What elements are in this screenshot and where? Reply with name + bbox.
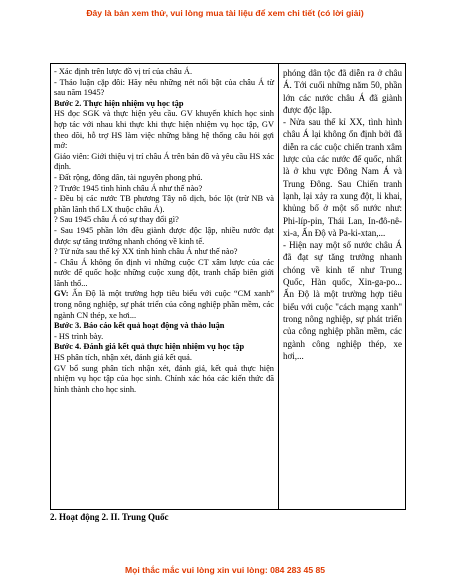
step-heading: Bước 2. Thực hiện nhiệm vụ học tập (54, 98, 184, 108)
step-heading: Bước 4. Đánh giá kết quả thực hiện nhiệm vụ học tập (54, 342, 245, 352)
left-paragraph: HS phân tích, nhận xét, đánh giá kết quả. (54, 353, 192, 363)
question-line: ? Trước 1945 tình hình châu Á như thế nào? (54, 183, 203, 193)
left-paragraph: HS đọc SGK và thực hiện yêu cầu. GV khuyến khích học sinh hợp tác với nhau khi thực khi thực hiện nhiệm vụ học tập, GV theo dõi, hỗ trợ HS làm việc những bằng hệ thống câu hỏi gợi mở: (54, 109, 274, 151)
left-paragraph: - Đất rộng, đông dân, tài nguyên phong phú. (54, 172, 203, 182)
right-paragraph: - Hiện nay một số nước châu Á đã đạt sự tăng trưởng nhanh chóng về kinh tế như Trung Quốc, Hàn quốc, Xin-ga-po... Ấn Độ là một trường hợp tiêu biểu với cuộc "cách mạng xanh" trong nông nghiệp, sự phát triển của công nghiệp phần mềm, các ngành công nghiệp thép, xe hơi,... (283, 240, 402, 361)
teacher-note: GV: Ấn Độ là một trường hợp tiêu biểu với cuộc “CM xanh” trong nông nghiệp, sự phát triển của công nghiệp phần mềm, các ngành CN thép, xe hơi... (54, 289, 274, 320)
left-paragraph: Giáo viên: Giới thiệu vị trí châu Á trên bản đồ và yêu cầu HS xác định. (54, 151, 274, 172)
question-line: ? Sau 1945 châu Á có sự thay đổi gì? (54, 215, 179, 225)
left-paragraph: - Thảo luận cặp đôi: Hãy nêu những nét nổi bật của châu Á từ sau năm 1945? (54, 77, 274, 98)
right-paragraph: - Nửa sau thế kỉ XX, tình hình châu Á lại không ổn định bởi đã diễn ra các cuộc chiến tranh xâm lược của các nước đế quốc, nhất là ở khu vực Đông Nam Á và Trung Đông. Sau Chiến tranh lạnh, lại xảy ra xung đột, li khai, khủng bố ở một số nước như: Phi-líp-pin, Thái Lan, In-đô-nê-xi-a, Ấn Độ và Pa-ki-xtan,... (283, 117, 402, 238)
left-paragraph: - HS trình bày. (54, 331, 104, 341)
question-line: ? Từ nửa sau thế kỷ XX tình hình châu Á như thế nào? (54, 247, 238, 257)
right-paragraph: phóng dân tộc đã diễn ra ở châu Á. Tới cuối những năm 50, phần lớn các nước châu Á đã giành được độc lập. (283, 68, 402, 115)
left-paragraph: - Châu Á không ổn định vì những cuộc CT xâm lược của các nước đế quốc hoặc những cuộc xung đột, tranh chấp biên giới lãnh thổ... (54, 257, 274, 288)
left-paragraph: - Đều bị các nước TB phương Tây nô dịch, bóc lột (trừ NB và phần lãnh thổ LX thuộc châu Á). (54, 194, 274, 214)
step-heading: Bước 3. Báo cáo kết quả hoạt động và thảo luận (54, 321, 225, 331)
left-paragraph: - Sau 1945 phần lớn đều giành được độc lập, nhiều nước đạt được sự tăng trưởng nhanh chóng về kinh tế. (54, 225, 274, 246)
section-heading: 2. Hoạt động 2. II. Trung Quốc (50, 512, 169, 522)
content-column (279, 64, 405, 509)
left-paragraph: - Xác định trên lược đồ vị trí của châu Á. (54, 67, 193, 76)
lead-label: GV: (54, 289, 69, 299)
lesson-table (50, 63, 406, 510)
teacher-activity-column (51, 64, 279, 509)
preview-banner: Đây là bản xem thử, vui lòng mua tài liệu để xem chi tiết (có lời giải) (86, 8, 364, 18)
contact-banner: Mọi thắc mắc vui lòng xin vui lòng: 084 283 45 85 (124, 565, 326, 575)
left-paragraph: GV bổ sung phân tích nhận xét, đánh giá, kết quả thực hiện nhiệm vụ học tập của học sinh. Chính xác hóa các kiến thức đã hình thành cho học sinh. (54, 363, 274, 394)
